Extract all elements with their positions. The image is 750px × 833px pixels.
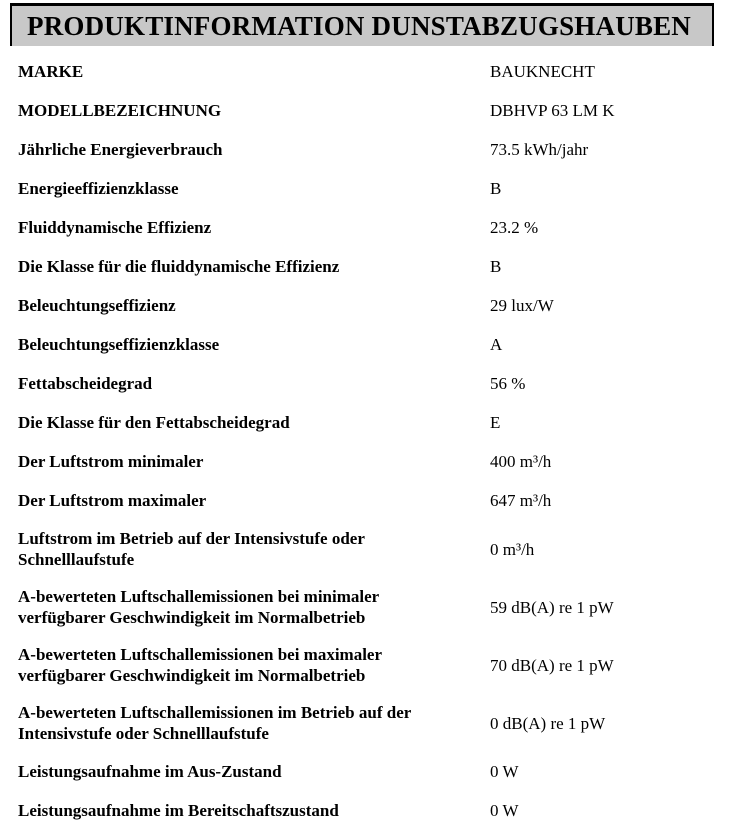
row-value: 0 W xyxy=(490,801,519,820)
product-info-table xyxy=(0,52,750,830)
table-row xyxy=(0,208,750,247)
row-label: Beleuchtungseffizienzklasse xyxy=(18,335,220,354)
table-row xyxy=(0,247,750,286)
table-row xyxy=(0,752,750,791)
row-value: BAUKNECHT xyxy=(490,62,595,81)
row-value: 73.5 kWh/jahr xyxy=(490,140,589,159)
row-label: A-bewerteten Luftschallemissionen bei minimaler verfügbarer Geschwindigkeit im Normalbetrieb xyxy=(18,587,379,627)
row-value: 59 dB(A) re 1 pW xyxy=(490,597,614,617)
row-label: Die Klasse für die fluiddynamische Effizienz xyxy=(18,257,340,276)
row-label: Fettabscheidegrad xyxy=(18,374,153,393)
table-row xyxy=(0,403,750,442)
table-row xyxy=(0,52,750,91)
row-value: 400 m³/h xyxy=(490,452,552,471)
table-row xyxy=(0,694,750,752)
row-value: A xyxy=(490,335,503,354)
row-value: 647 m³/h xyxy=(490,491,552,510)
row-value: 23.2 % xyxy=(490,218,539,237)
row-value: E xyxy=(490,413,501,432)
row-label: Leistungsaufnahme im Aus-Zustand xyxy=(18,762,282,781)
row-label: Die Klasse für den Fettabscheidegrad xyxy=(18,413,290,432)
row-value: 0 dB(A) re 1 pW xyxy=(490,713,606,733)
page-title: PRODUKTINFORMATION DUNSTABZUGSHAUBEN xyxy=(27,10,692,41)
row-value: 0 W xyxy=(490,762,519,781)
row-value: B xyxy=(490,257,502,276)
row-label: Beleuchtungseffizienz xyxy=(18,296,176,315)
row-value: 56 % xyxy=(490,374,526,393)
row-label: MARKE xyxy=(18,62,84,81)
row-value: B xyxy=(490,179,502,198)
table-row xyxy=(0,481,750,520)
table-row xyxy=(0,520,750,578)
table-row xyxy=(0,791,750,830)
row-label: A-bewerteten Luftschallemissionen im Betrieb auf der Intensivstufe oder Schnelllaufstufe xyxy=(18,703,411,743)
table-row xyxy=(0,442,750,481)
row-value: DBHVP 63 LM K xyxy=(490,101,615,120)
table-row xyxy=(0,130,750,169)
table-row xyxy=(0,169,750,208)
row-label: Energieeffizienzklasse xyxy=(18,179,179,198)
row-label: A-bewerteten Luftschallemissionen bei maximaler verfügbarer Geschwindigkeit im Normalbetrieb xyxy=(18,645,382,685)
row-label: Leistungsaufnahme im Bereitschaftszustand xyxy=(18,801,339,820)
row-label: Luftstrom im Betrieb auf der Intensivstufe oder Schnelllaufstufe xyxy=(18,529,365,569)
row-label: Der Luftstrom maximaler xyxy=(18,491,207,510)
row-label: MODELLBEZEICHNUNG xyxy=(18,101,222,120)
row-label: Der Luftstrom minimaler xyxy=(18,452,204,471)
row-value: 0 m³/h xyxy=(490,539,535,559)
title-bar xyxy=(10,3,714,46)
table-row xyxy=(0,286,750,325)
row-value: 29 lux/W xyxy=(490,296,554,315)
table-row xyxy=(0,636,750,694)
row-label: Jährliche Energieverbrauch xyxy=(18,140,223,159)
table-row xyxy=(0,91,750,130)
row-label: Fluiddynamische Effizienz xyxy=(18,218,212,237)
row-value: 70 dB(A) re 1 pW xyxy=(490,655,614,675)
table-row xyxy=(0,578,750,636)
table-row xyxy=(0,364,750,403)
table-row xyxy=(0,325,750,364)
